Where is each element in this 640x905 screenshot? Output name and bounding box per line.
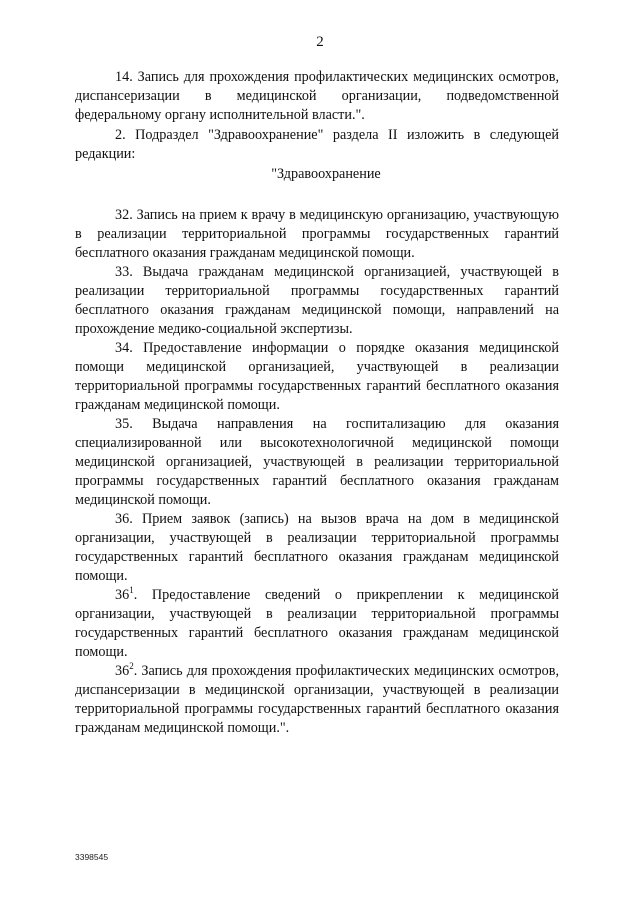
paragraph-36-1 [75,586,559,662]
page-number: 2 [316,34,324,50]
paragraph-14: 14. Запись для прохождения профилактических медицинских осмотров, диспансеризации в медицинской организации, подведомственной федеральному органу исполнительной власти.". [75,69,559,123]
paragraph-32: 32. Запись на прием к врачу в медицинскую организацию, участвующую в реализации территориальной программы государственных гарантий бесплатного оказания гражданам медицинской помощи. [75,207,559,261]
paragraph-36-1-superscript: 1 [129,585,134,595]
paragraph-2: 2. Подраздел "Здравоохранение" раздела II изложить в следующей редакции: [75,127,559,162]
section-heading: "Здравоохранение [271,166,381,182]
paragraph-36-2-number: 36 [115,663,130,679]
paragraph-36-2-superscript: 2 [129,661,134,671]
document-id: 3398545 [75,852,109,862]
paragraph-33: 33. Выдача гражданам медицинской организацией, участвующей в реализации территориальной программы государственных гарантий бесплатного оказания гражданам медицинской помощи, направлений на прохождение медико-социальной экспертизы. [75,264,559,337]
document-body [75,68,559,738]
paragraph-36-2-text: . Запись для прохождения профилактических медицинских осмотров, диспансеризации в медицинской организации, участвующей в реализации территориальной программы государственных гарантий бесплатного оказания гражданам медицинской помощи.". [75,663,559,736]
paragraph-35: 35. Выдача направления на госпитализацию для оказания специализированной или высокотехнологичной медицинской помощи медицинской организацией, участвующей в реализации территориальной программы государственных гарантий бесплатного оказания гражданам медицинской помощи. [75,416,559,508]
paragraph-34: 34. Предоставление информации о порядке оказания медицинской помощи медицинской организацией, участвующей в реализации территориальной программы государственных гарантий бесплатного оказания гражданам медицинской помощи. [75,340,559,413]
paragraph-36-1-number: 36 [115,587,130,603]
paragraph-36-1-text: . Предоставление сведений о прикреплении к медицинской организации, участвующей в реализации территориальной программы государственных гарантий бесплатного оказания гражданам медицинской помощи. [75,587,559,660]
paragraph-36-2 [75,662,559,738]
paragraph-36: 36. Прием заявок (запись) на вызов врача на дом в медицинской организации, участвующей в реализации территориальной программы государственных гарантий бесплатного оказания гражданам медицинской помощи. [75,511,559,584]
